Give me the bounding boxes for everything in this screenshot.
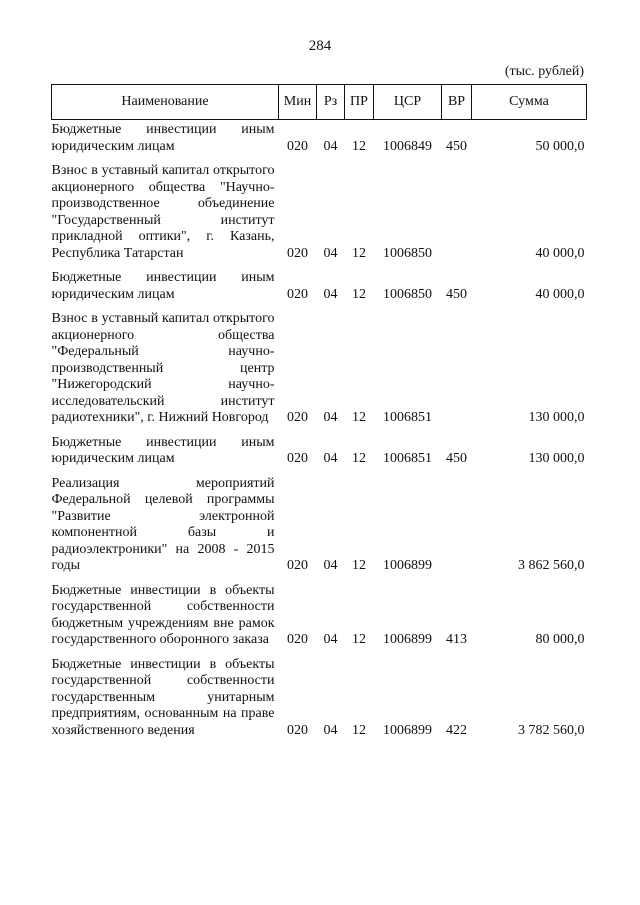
header-name: Наименование — [52, 85, 279, 120]
row-name: Реализация мероприятий Федеральной целевой программы "Развитие электронной компонентной базы и радиоэлектроники" на 2008 - 2015 годы — [51, 475, 275, 573]
row-sum: 50 000,0 — [535, 138, 585, 154]
row-rz: 04 — [323, 451, 338, 466]
header-vr: ВР — [442, 85, 472, 120]
row-min: 020 — [287, 451, 308, 466]
row-name: Бюджетные инвестиции иным юридическим лицам — [51, 270, 275, 302]
table-row — [52, 120, 587, 162]
row-name: Взнос в уставный капитал открытого акционерного общества "Федеральный научно-производственный центр "Нижегородский научно-исследовательский институт радиотехники", г. Нижний Новгород — [51, 311, 275, 425]
row-rz: 04 — [323, 138, 338, 154]
header-sum: Сумма — [472, 85, 587, 120]
row-pr: 12 — [352, 410, 366, 425]
row-vr: 450 — [446, 138, 467, 154]
row-min: 020 — [287, 410, 308, 425]
row-rz: 04 — [323, 558, 338, 573]
row-vr: 413 — [446, 632, 467, 647]
row-rz: 04 — [323, 410, 338, 425]
row-min: 020 — [287, 722, 308, 738]
row-name: Бюджетные инвестиции иным юридическим лицам — [51, 122, 275, 154]
row-csr: 1006851 — [383, 410, 432, 425]
row-vr — [442, 474, 472, 581]
table-row — [52, 161, 587, 268]
row-min: 020 — [287, 632, 308, 647]
row-csr: 1006899 — [383, 722, 432, 738]
row-vr — [442, 309, 472, 433]
table-body — [52, 120, 587, 746]
row-name: Бюджетные инвестиции в объекты государственной собственности бюджетным учреждениям вне рамок государственного оборонного заказа — [51, 582, 275, 647]
row-sum: 130 000,0 — [528, 451, 585, 466]
table-header — [52, 85, 587, 120]
row-csr: 1006850 — [383, 286, 432, 302]
row-pr: 12 — [352, 451, 366, 466]
table-row — [52, 474, 587, 581]
row-csr: 1006851 — [383, 451, 432, 466]
row-name: Взнос в уставный капитал открытого акционерного общества "Научно-производственное объединение "Государственный институт прикладной оптики", г. Казань, Республика Татарстан — [51, 163, 275, 261]
header-pr: ПР — [345, 85, 374, 120]
table-row — [52, 581, 587, 655]
row-pr: 12 — [352, 722, 366, 738]
row-min: 020 — [287, 138, 308, 154]
row-min: 020 — [287, 286, 308, 302]
header-csr: ЦСР — [374, 85, 442, 120]
row-sum: 40 000,0 — [535, 286, 585, 302]
row-name: Бюджетные инвестиции иным юридическим лицам — [51, 434, 275, 466]
row-pr: 12 — [352, 558, 366, 573]
row-min: 020 — [287, 245, 308, 261]
row-csr: 1006899 — [383, 558, 432, 573]
row-pr: 12 — [352, 286, 366, 302]
row-rz: 04 — [323, 632, 338, 647]
header-rz: Рз — [317, 85, 345, 120]
row-pr: 12 — [352, 632, 366, 647]
row-min: 020 — [287, 558, 308, 573]
row-pr: 12 — [352, 245, 366, 261]
row-csr: 1006850 — [383, 245, 432, 261]
row-sum: 3 782 560,0 — [518, 722, 585, 738]
row-csr: 1006849 — [383, 138, 432, 154]
row-rz: 04 — [323, 245, 338, 261]
row-vr: 450 — [446, 286, 467, 302]
row-sum: 3 862 560,0 — [518, 558, 585, 573]
table-row — [52, 655, 587, 746]
row-sum: 80 000,0 — [535, 632, 585, 647]
page-number: 284 — [308, 38, 332, 54]
row-vr: 422 — [446, 722, 467, 738]
row-vr — [442, 161, 472, 268]
header-row — [52, 85, 587, 120]
row-name: Бюджетные инвестиции в объекты государственной собственности государственным унитарным предприятиям, основанным на праве хозяйственного ведения — [51, 656, 275, 738]
row-vr: 450 — [446, 451, 467, 466]
row-csr: 1006899 — [383, 632, 432, 647]
table-row — [52, 309, 587, 433]
budget-table — [51, 84, 587, 745]
table-row — [52, 433, 587, 474]
row-rz: 04 — [323, 286, 338, 302]
row-sum: 40 000,0 — [535, 245, 585, 261]
header-min: Мин — [279, 85, 317, 120]
row-rz: 04 — [323, 722, 338, 738]
units-note: (тыс. рублей) — [504, 64, 584, 79]
table-row — [52, 268, 587, 309]
row-pr: 12 — [352, 138, 366, 154]
row-sum: 130 000,0 — [528, 410, 585, 425]
